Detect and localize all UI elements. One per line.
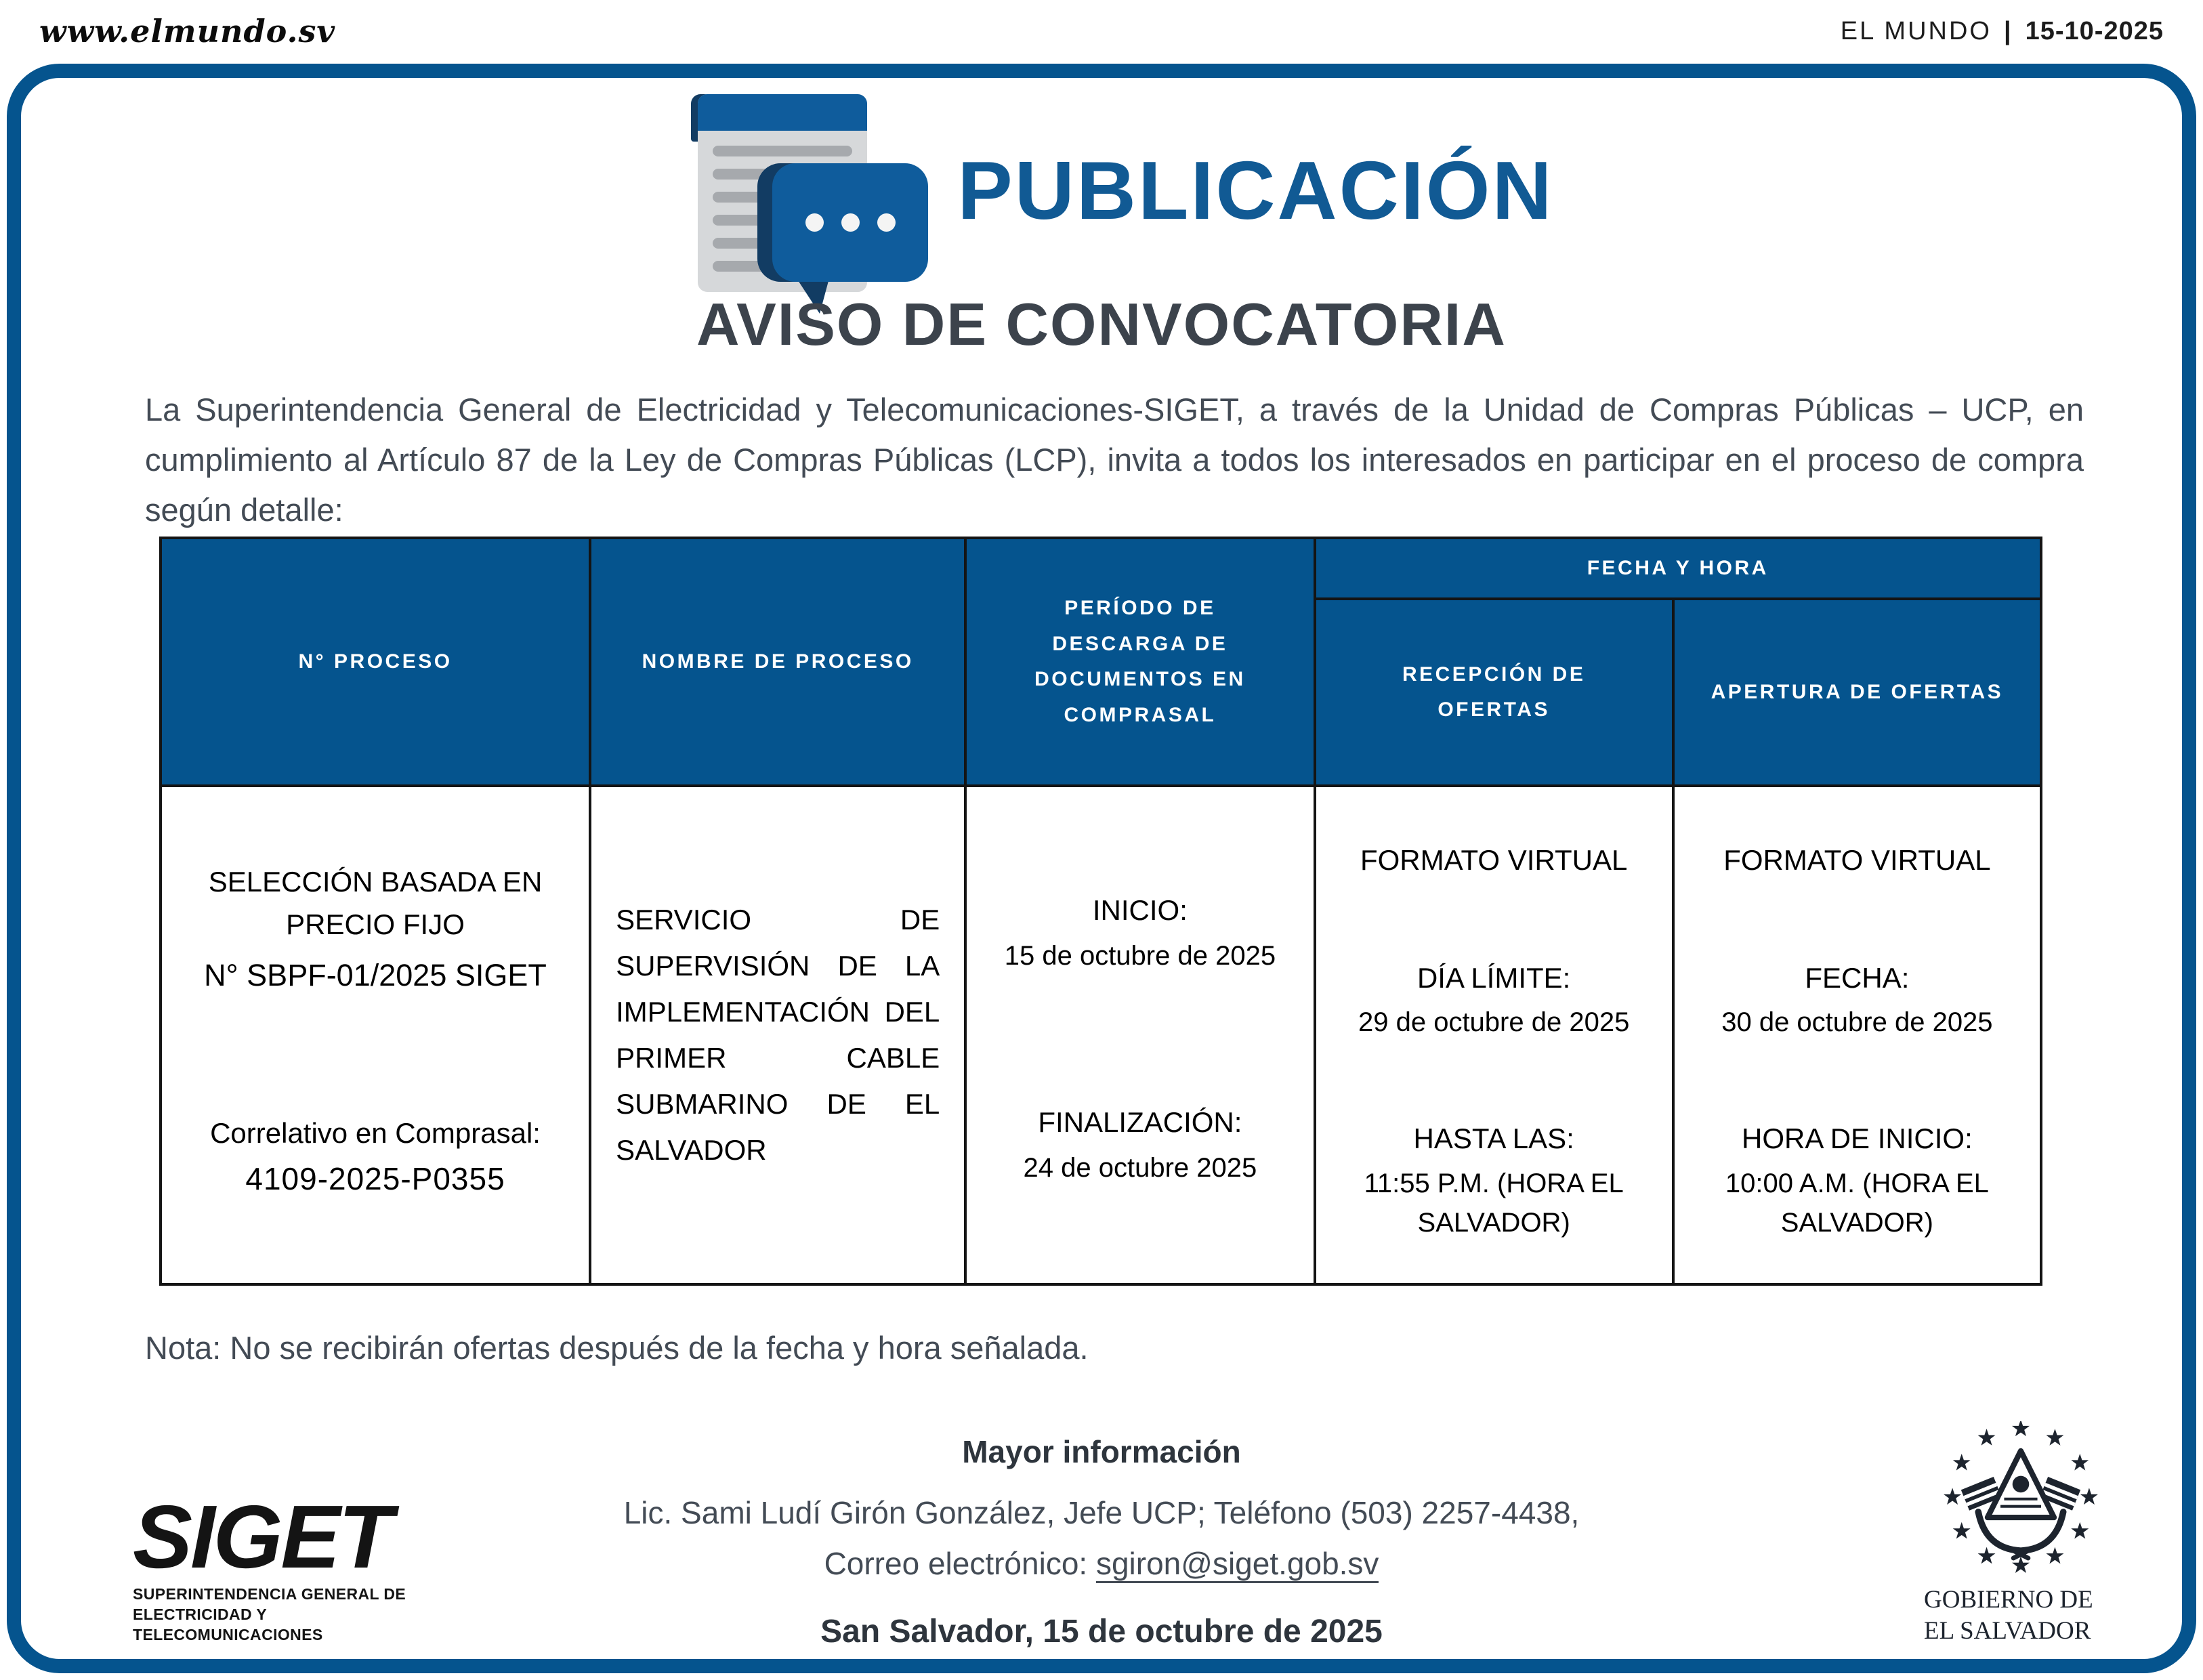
- header-recepcion: RECEPCIÓN DE OFERTAS: [1316, 600, 1672, 784]
- footer-email-line: [458, 1545, 1745, 1582]
- inicio-valor: 15 de octubre de 2025: [1004, 941, 1276, 971]
- footer-place-date: San Salvador, 15 de octubre de 2025: [820, 1614, 1383, 1650]
- cell-numero-proceso: [162, 787, 589, 1283]
- fecha-valor: 30 de octubre de 2025: [1721, 1007, 1993, 1038]
- finalizacion-valor: 24 de octubre 2025: [1023, 1153, 1257, 1183]
- header-proceso: N° PROCESO: [162, 539, 589, 784]
- siget-tagline: SUPERINTENDENCIA GENERAL DE ELECTRICIDAD Y TELECOMUNICACIONES: [133, 1585, 406, 1644]
- header-nombre: NOMBRE DE PROCESO: [591, 539, 964, 784]
- email-link[interactable]: sgiron@siget.gob.sv: [1096, 1546, 1379, 1583]
- notice-note: Nota: No se recibirán ofertas después de la fecha y hora señalada.: [145, 1330, 1089, 1366]
- footer-info-title: Mayor información: [962, 1434, 1241, 1469]
- inicio-label: INICIO:: [1092, 894, 1188, 926]
- header-periodo: PERÍODO DE DESCARGA DE DOCUMENTOS EN COMPRASAL: [967, 539, 1313, 784]
- dot-icon: [805, 213, 824, 232]
- site-url: www.elmundo.sv: [39, 13, 336, 49]
- siget-logo: [133, 1487, 444, 1645]
- header-apertura: APERTURA DE OFERTAS: [1675, 600, 2040, 784]
- notice-intro: La Superintendencia General de Electricidad y Telecomunicaciones-SIGET, a través de la Unidad de Compras Públicas – UCP, en cumplimiento al Artículo 87 de la Ley de Compras Públicas (LCP), invita a todos los interesados en participar en el proceso de compra según detalle:: [145, 392, 2084, 528]
- cell-periodo-descarga: [967, 787, 1313, 1283]
- document-chat-icon: [649, 89, 920, 292]
- cell-recepcion-ofertas: [1316, 787, 1672, 1283]
- notice-heading: AVISO DE CONVOCATORIA: [696, 291, 1507, 358]
- publication-banner: [0, 85, 2203, 295]
- correlativo-valor: 4109-2025-P0355: [245, 1160, 505, 1196]
- banner-title: PUBLICACIÓN: [957, 144, 1554, 236]
- convocatoria-table: [159, 537, 2042, 1286]
- gobierno-seal: [1909, 1421, 2133, 1647]
- email-label: Correo electrónico:: [824, 1546, 1096, 1582]
- cell-nombre-proceso: [591, 787, 964, 1283]
- siget-wordmark: SIGET: [133, 1487, 392, 1587]
- proceso-tipo: SELECCIÓN BASADA EN PRECIO FIJO: [208, 866, 543, 940]
- edition-date: 15-10-2025: [2025, 16, 2164, 45]
- dia-limite-valor: 29 de octubre de 2025: [1358, 1007, 1630, 1038]
- footer-info: [458, 1433, 1745, 1650]
- hora-inicio-valor: 10:00 A.M. (HORA EL SALVADOR): [1725, 1168, 1989, 1238]
- proceso-numero: N° SBPF-01/2025 SIGET: [204, 958, 547, 992]
- paper-name: EL MUNDO: [1840, 16, 1992, 45]
- correlativo-label: Correlativo en Comprasal:: [210, 1116, 541, 1149]
- dot-icon: [841, 213, 860, 232]
- paper-date: [1841, 17, 2164, 46]
- nombre-proceso-text: SERVICIO DE SUPERVISIÓN DE LA IMPLEMENTACIÓN DEL PRIMER CABLE SUBMARINO DE EL SALVADOR: [616, 903, 940, 1167]
- finalizacion-label: FINALIZACIÓN:: [1038, 1106, 1242, 1138]
- gobierno-text: GOBIERNO DE EL SALVADOR: [1924, 1586, 2093, 1645]
- hora-inicio-label: HORA DE INICIO:: [1742, 1122, 1973, 1155]
- speech-bubble-icon: [772, 163, 928, 282]
- footer-contact: Lic. Sami Ludí Girón González, Jefe UCP; Teléfono (503) 2257-4438,: [623, 1495, 1580, 1530]
- hasta-las-label: HASTA LAS:: [1413, 1122, 1574, 1155]
- hasta-las-valor: 11:55 P.M. (HORA EL SALVADOR): [1364, 1168, 1624, 1238]
- masthead: [0, 0, 2203, 62]
- dot-icon: [877, 213, 896, 232]
- document-header-bar: [698, 94, 867, 131]
- fecha-label: FECHA:: [1805, 961, 1910, 994]
- cell-apertura-ofertas: [1675, 787, 2040, 1283]
- separator: |: [2003, 16, 2013, 45]
- header-fecha-hora: FECHA Y HORA: [1316, 539, 2040, 597]
- dia-limite-label: DÍA LÍMITE:: [1417, 961, 1571, 994]
- coat-of-arms-icon: [1919, 1421, 2122, 1580]
- apertura-formato: FORMATO VIRTUAL: [1723, 844, 1991, 876]
- recepcion-formato: FORMATO VIRTUAL: [1360, 844, 1628, 876]
